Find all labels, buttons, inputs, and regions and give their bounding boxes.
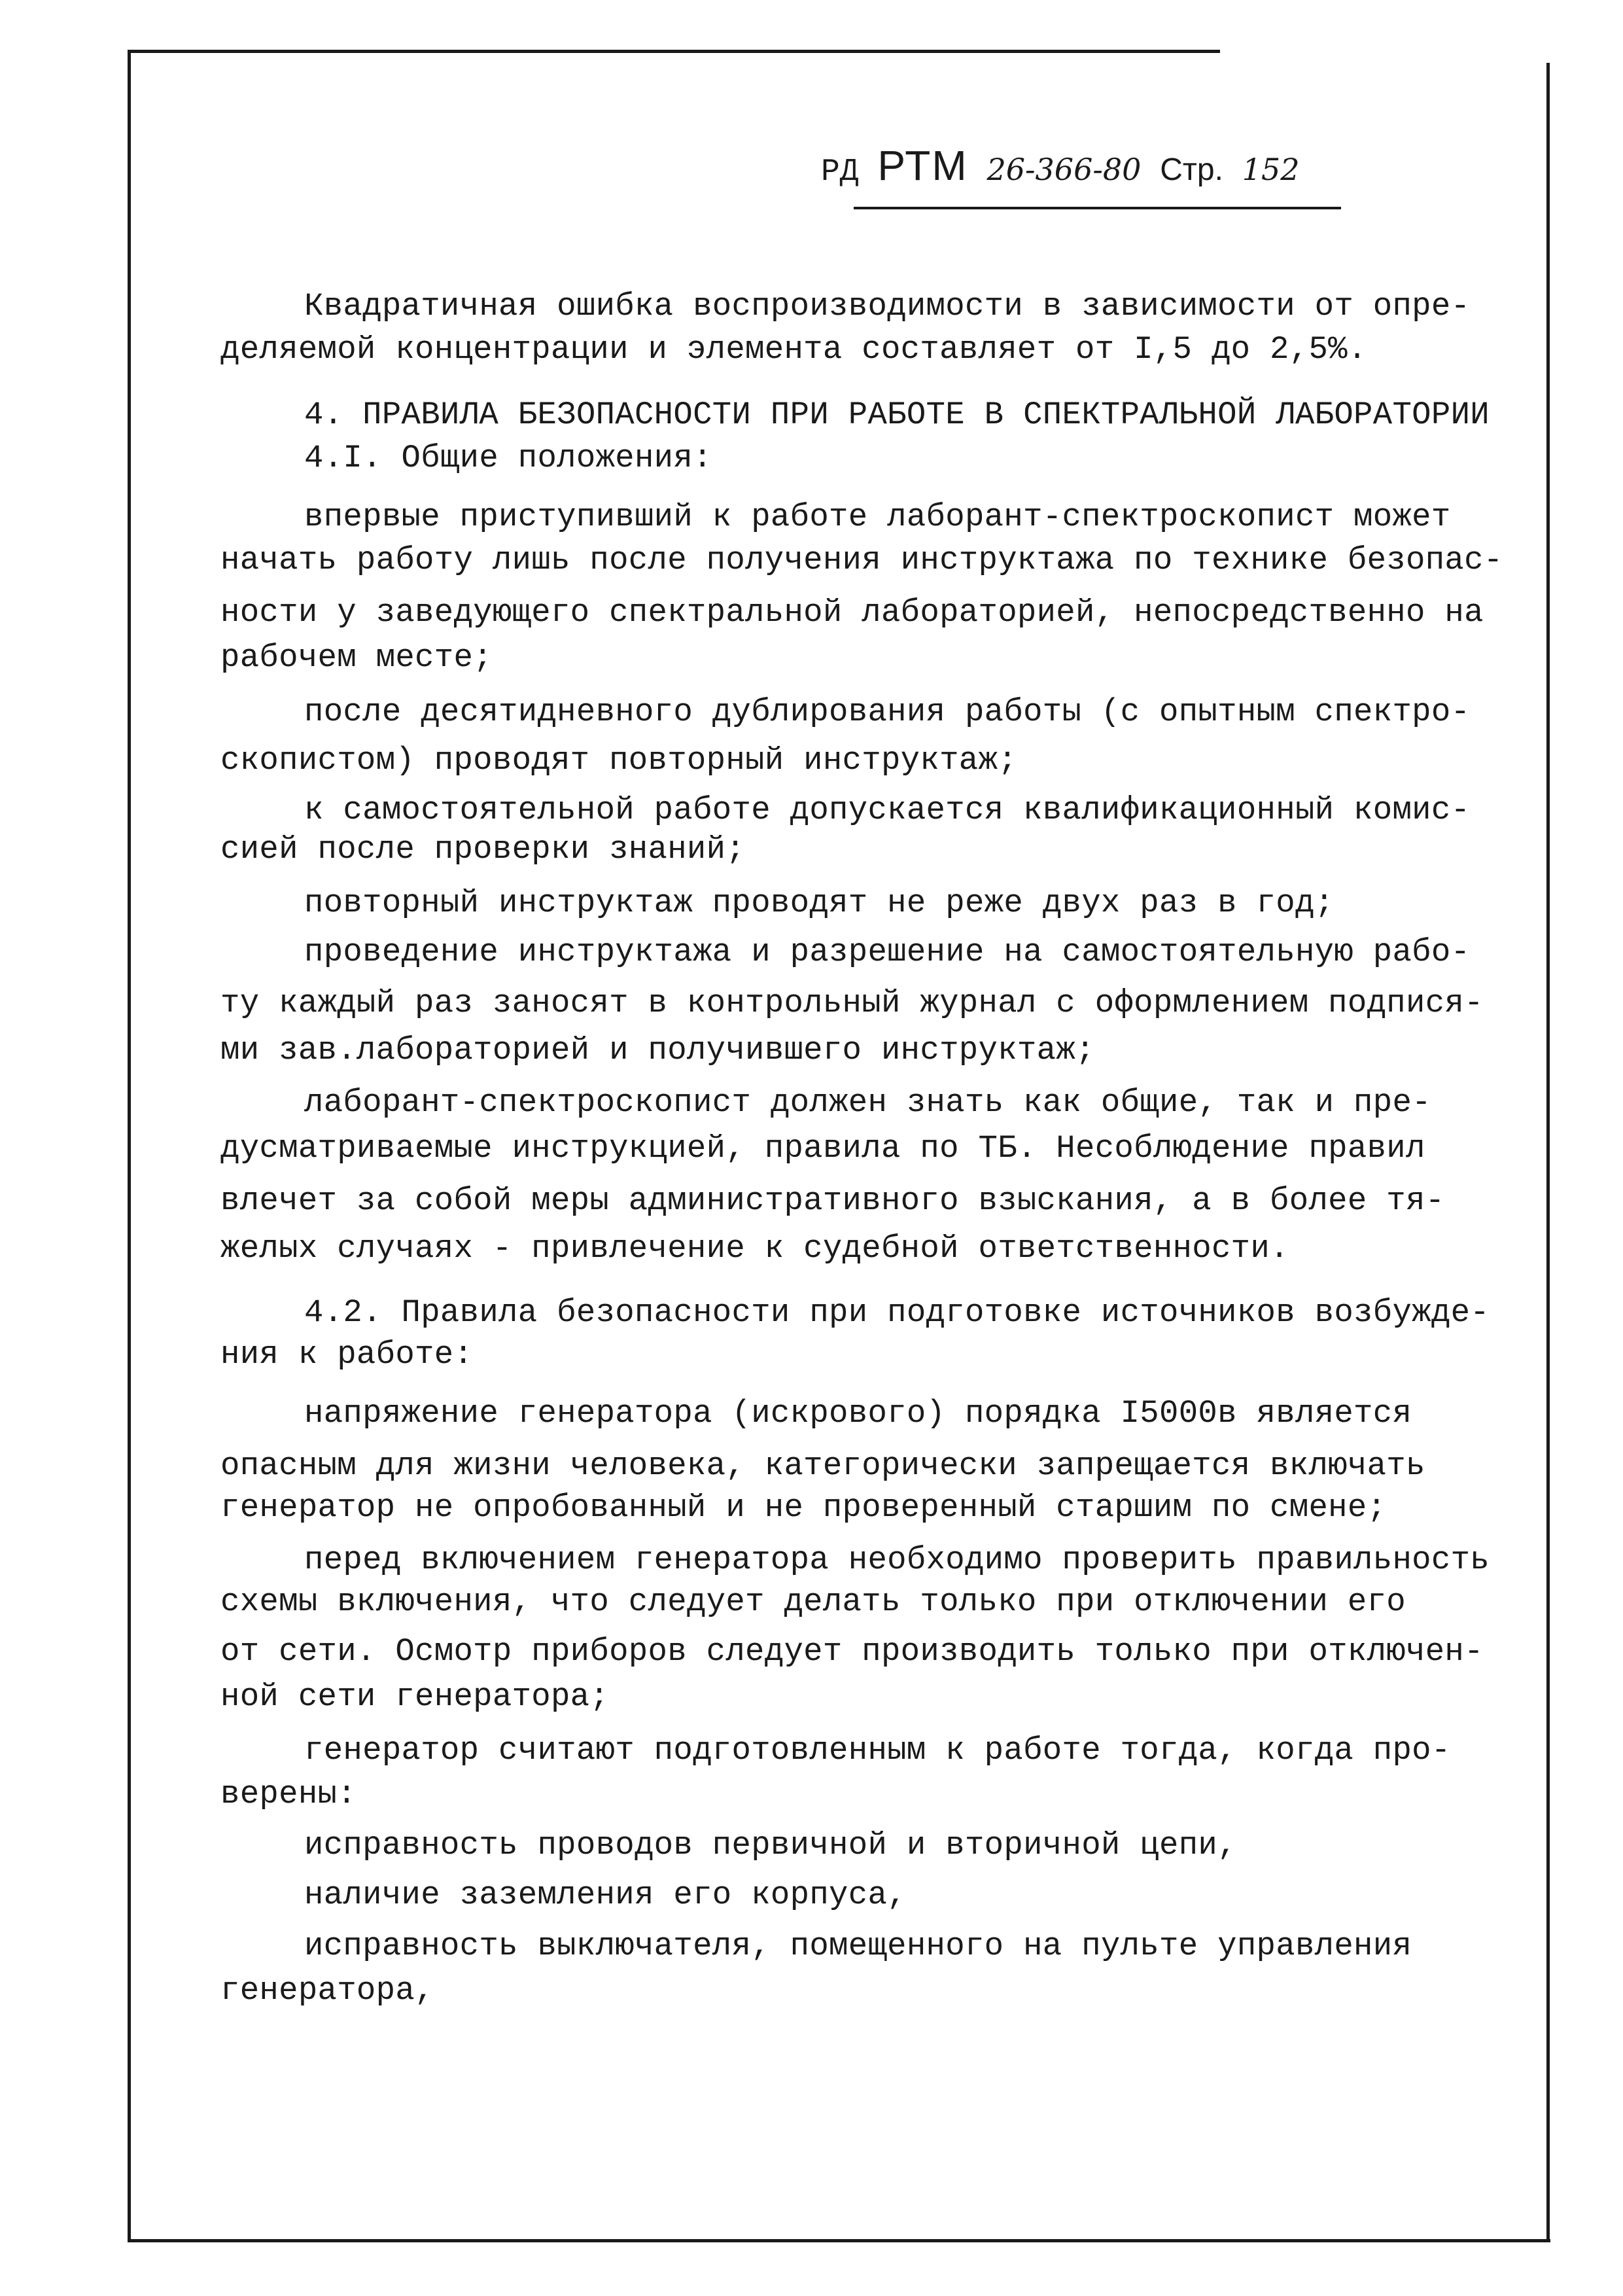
text-line: повторный инструктаж проводят не реже двух раз в год; [304,885,1335,921]
text-line: ности у заведующего спектральной лабораторией, непосредственно на [220,594,1484,631]
header-prefix: РД [821,154,859,190]
text-line: генератор не опробованный и не проверенный старшим по смене; [220,1489,1387,1526]
text-line: генератор считают подготовленным к работе тогда, когда про- [304,1732,1451,1769]
text-line: после десятидневного дублирования работы (с опытным спектро- [304,694,1471,730]
text-line: ми зав.лабораторией и получившего инструктаж; [220,1032,1095,1069]
text-line: перед включением генератора необходимо проверить правильность [304,1542,1490,1578]
text-line: к самостоятельной работе допускается квалификационный комис- [304,792,1471,828]
text-line: впервые приступивший к работе лаборант-спектроскопист может [304,499,1451,535]
text-line: ту каждый раз заносят в контрольный журнал с оформлением подпися- [220,985,1484,1021]
text-line: исправность выключателя, помещенного на пульте управления [304,1928,1412,1964]
document-header [821,143,1300,195]
page-frame-bottom [128,2239,1550,2242]
text-line: деляемой концентрации и элемента составляет от I,5 до 2,5%. [220,331,1367,368]
page-frame-left [128,50,131,2242]
text-line: дусматриваемые инструкцией, правила по ТБ. Несоблюдение правил [220,1130,1425,1167]
text-line: ной сети генератора; [220,1678,610,1715]
text-line: генератора, [220,1972,434,2009]
text-line: наличие заземления его корпуса, [304,1877,907,1913]
text-line: проведение инструктажа и разрешение на самостоятельную рабо- [304,934,1471,970]
header-code: 26-366-80 [986,152,1142,187]
header-page-label: Стр. [1160,152,1223,187]
text-line: исправность проводов первичной и вторичной цепи, [304,1827,1237,1863]
text-line: сией после проверки знаний; [220,831,746,868]
header-page-number: 152 [1242,152,1300,187]
text-line: опасным для жизни человека, категорически запрещается включать [220,1447,1425,1484]
page-frame-right [1546,63,1550,2242]
header-underline [854,207,1341,209]
section-heading: 4. ПРАВИЛА БЕЗОПАСНОСТИ ПРИ РАБОТЕ В СПЕКТРАЛЬНОЙ ЛАБОРАТОРИИ [304,397,1490,433]
text-line: от сети. Осмотр приборов следует производить только при отключен- [220,1633,1484,1670]
text-line: начать работу лишь после получения инструктажа по технике безопас- [220,542,1503,578]
header-series: РТМ [877,142,968,189]
text-line: Квадратичная ошибка воспроизводимости в зависимости от опре- [304,288,1471,325]
text-line: схемы включения, что следует делать только при отключении его [220,1583,1406,1620]
page-frame-top [128,50,1220,53]
text-line: ния к работе: [220,1336,474,1373]
text-line: скопистом) проводят повторный инструктаж; [220,742,1017,779]
subsection-heading: 4.I. Общие положения: [304,440,712,476]
text-line: рабочем месте; [220,639,493,676]
text-line: верены: [220,1776,357,1812]
text-line: лаборант-спектроскопист должен знать как общие, так и пре- [304,1084,1431,1121]
text-line: напряжение генератора (искрового) порядка I5000в является [304,1395,1412,1432]
text-line: желых случаях - привлечение к судебной ответственности. [220,1230,1289,1267]
text-line: влечет за собой меры административного взыскания, а в более тя- [220,1182,1445,1219]
text-line: 4.2. Правила безопасности при подготовке источников возбужде- [304,1294,1490,1331]
